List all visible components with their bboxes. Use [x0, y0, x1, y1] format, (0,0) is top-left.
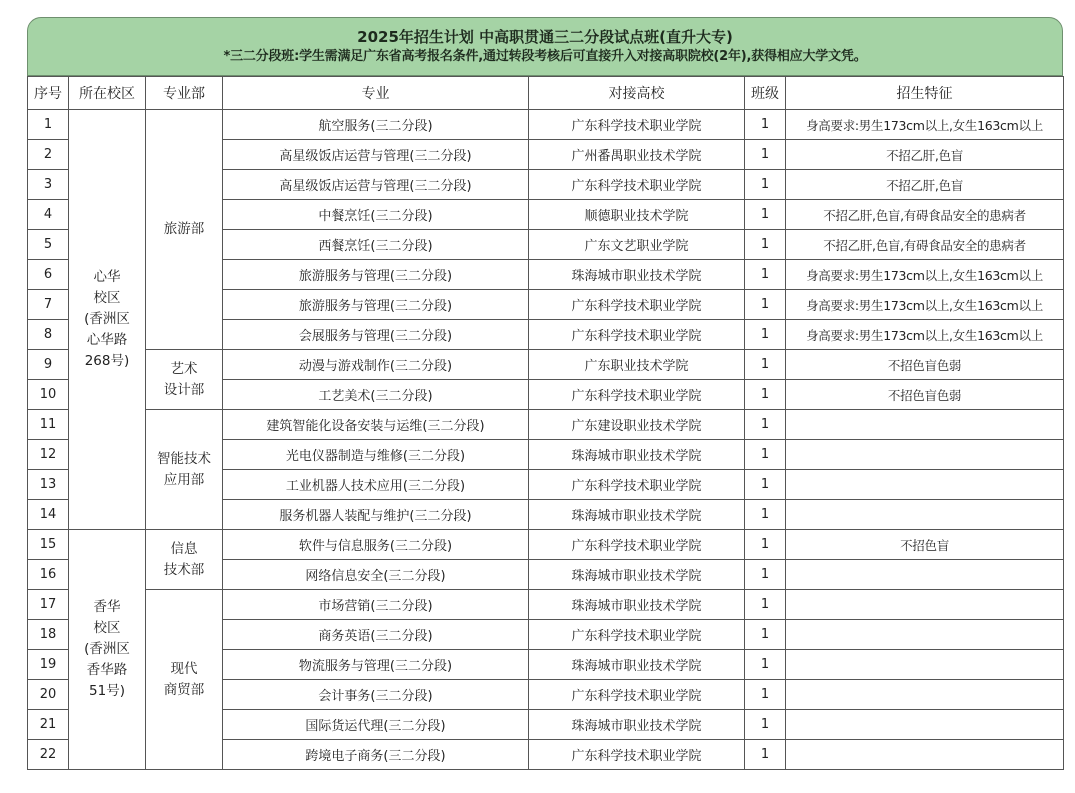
- row-number: 21: [28, 710, 69, 740]
- classes-cell: 1: [745, 740, 786, 770]
- classes-cell: 1: [745, 350, 786, 380]
- major-cell: 建筑智能化设备安装与运维(三二分段): [223, 410, 529, 440]
- department-label: 信息 技术部: [163, 540, 205, 578]
- campus-cell: [69, 530, 146, 770]
- table-row: [28, 110, 1064, 140]
- feature-cell: [786, 620, 1064, 650]
- college-cell: 珠海城市职业技术学院: [529, 590, 745, 620]
- row-number: 9: [28, 350, 69, 380]
- department-label: 智能技术 应用部: [157, 450, 211, 488]
- feature-cell: [786, 680, 1064, 710]
- header-campus: 所在校区: [69, 77, 146, 110]
- feature-cell: 身高要求:男生173cm以上,女生163cm以上: [786, 290, 1064, 320]
- major-cell: 动漫与游戏制作(三二分段): [223, 350, 529, 380]
- department-label: 现代 商贸部: [163, 660, 205, 698]
- enrollment-plan-sheet: [27, 17, 1063, 770]
- table-row: [28, 410, 1064, 440]
- major-cell: 跨境电子商务(三二分段): [223, 740, 529, 770]
- row-number: 11: [28, 410, 69, 440]
- classes-cell: 1: [745, 440, 786, 470]
- major-cell: 物流服务与管理(三二分段): [223, 650, 529, 680]
- row-number: 15: [28, 530, 69, 560]
- college-cell: 顺德职业技术学院: [529, 200, 745, 230]
- college-cell: 珠海城市职业技术学院: [529, 560, 745, 590]
- college-cell: 广东科学技术职业学院: [529, 110, 745, 140]
- feature-cell: [786, 470, 1064, 500]
- row-number: 16: [28, 560, 69, 590]
- row-number: 13: [28, 470, 69, 500]
- classes-cell: 1: [745, 650, 786, 680]
- feature-cell: [786, 500, 1064, 530]
- college-cell: 广东文艺职业学院: [529, 230, 745, 260]
- classes-cell: 1: [745, 110, 786, 140]
- feature-cell: [786, 410, 1064, 440]
- feature-cell: 不招色盲色弱: [786, 350, 1064, 380]
- table-header-row: [28, 77, 1064, 110]
- row-number: 8: [28, 320, 69, 350]
- feature-cell: [786, 740, 1064, 770]
- classes-cell: 1: [745, 200, 786, 230]
- classes-cell: 1: [745, 320, 786, 350]
- classes-cell: 1: [745, 710, 786, 740]
- header-no: 序号: [28, 77, 69, 110]
- row-number: 17: [28, 590, 69, 620]
- classes-cell: 1: [745, 140, 786, 170]
- college-cell: 广东科学技术职业学院: [529, 740, 745, 770]
- college-cell: 广东科学技术职业学院: [529, 380, 745, 410]
- table-row: [28, 590, 1064, 620]
- college-cell: 珠海城市职业技术学院: [529, 710, 745, 740]
- feature-cell: 不招色盲: [786, 530, 1064, 560]
- row-number: 3: [28, 170, 69, 200]
- row-number: 6: [28, 260, 69, 290]
- classes-cell: 1: [745, 260, 786, 290]
- classes-cell: 1: [745, 560, 786, 590]
- major-cell: 工艺美术(三二分段): [223, 380, 529, 410]
- college-cell: 珠海城市职业技术学院: [529, 260, 745, 290]
- classes-cell: 1: [745, 620, 786, 650]
- feature-cell: 不招乙肝,色盲,有碍食品安全的患病者: [786, 230, 1064, 260]
- plan-title: 2025年招生计划 中高职贯通三二分段试点班(直升大专): [357, 28, 733, 46]
- college-cell: 珠海城市职业技术学院: [529, 650, 745, 680]
- row-number: 2: [28, 140, 69, 170]
- classes-cell: 1: [745, 590, 786, 620]
- major-cell: 航空服务(三二分段): [223, 110, 529, 140]
- classes-cell: 1: [745, 680, 786, 710]
- college-cell: 广东科学技术职业学院: [529, 170, 745, 200]
- row-number: 18: [28, 620, 69, 650]
- table-row: [28, 350, 1064, 380]
- college-cell: 广东科学技术职业学院: [529, 290, 745, 320]
- department-label: 艺术 设计部: [163, 360, 205, 398]
- row-number: 1: [28, 110, 69, 140]
- major-cell: 工业机器人技术应用(三二分段): [223, 470, 529, 500]
- department-label: 旅游部: [163, 221, 205, 237]
- feature-cell: [786, 650, 1064, 680]
- major-cell: 光电仪器制造与维修(三二分段): [223, 440, 529, 470]
- college-cell: 广东建设职业技术学院: [529, 410, 745, 440]
- classes-cell: 1: [745, 230, 786, 260]
- row-number: 12: [28, 440, 69, 470]
- college-cell: 珠海城市职业技术学院: [529, 500, 745, 530]
- plan-subtitle: *三二分段班:学生需满足广东省高考报名条件,通过转段考核后可直接升入对接高职院校(2年),获得相应大学文凭。: [223, 49, 867, 64]
- enrollment-table: [27, 76, 1064, 770]
- feature-cell: [786, 710, 1064, 740]
- college-cell: 广东科学技术职业学院: [529, 470, 745, 500]
- college-cell: 广东职业技术学院: [529, 350, 745, 380]
- table-row: [28, 530, 1064, 560]
- department-cell: [146, 410, 223, 530]
- row-number: 7: [28, 290, 69, 320]
- row-number: 5: [28, 230, 69, 260]
- row-number: 10: [28, 380, 69, 410]
- major-cell: 服务机器人装配与维护(三二分段): [223, 500, 529, 530]
- major-cell: 会计事务(三二分段): [223, 680, 529, 710]
- feature-cell: 不招色盲色弱: [786, 380, 1064, 410]
- row-number: 20: [28, 680, 69, 710]
- feature-cell: 身高要求:男生173cm以上,女生163cm以上: [786, 260, 1064, 290]
- header-classes: 班级: [745, 77, 786, 110]
- major-cell: 国际货运代理(三二分段): [223, 710, 529, 740]
- department-cell: [146, 530, 223, 590]
- college-cell: 珠海城市职业技术学院: [529, 440, 745, 470]
- major-cell: 市场营销(三二分段): [223, 590, 529, 620]
- feature-cell: [786, 440, 1064, 470]
- campus-label: 香华 校区 (香洲区 香华路 51号): [84, 599, 130, 699]
- college-cell: 广东科学技术职业学院: [529, 320, 745, 350]
- major-cell: 会展服务与管理(三二分段): [223, 320, 529, 350]
- row-number: 14: [28, 500, 69, 530]
- campus-label: 心华 校区 (香洲区 心华路 268号): [84, 269, 130, 369]
- classes-cell: 1: [745, 500, 786, 530]
- classes-cell: 1: [745, 170, 786, 200]
- feature-cell: 不招乙肝,色盲: [786, 170, 1064, 200]
- header-major: 专业: [223, 77, 529, 110]
- row-number: 19: [28, 650, 69, 680]
- header-feature: 招生特征: [786, 77, 1064, 110]
- major-cell: 商务英语(三二分段): [223, 620, 529, 650]
- major-cell: 西餐烹饪(三二分段): [223, 230, 529, 260]
- major-cell: 中餐烹饪(三二分段): [223, 200, 529, 230]
- major-cell: 高星级饭店运营与管理(三二分段): [223, 170, 529, 200]
- classes-cell: 1: [745, 530, 786, 560]
- header-department: 专业部: [146, 77, 223, 110]
- feature-cell: 身高要求:男生173cm以上,女生163cm以上: [786, 110, 1064, 140]
- feature-cell: 不招乙肝,色盲,有碍食品安全的患病者: [786, 200, 1064, 230]
- college-cell: 广州番禺职业技术学院: [529, 140, 745, 170]
- title-banner: [27, 17, 1063, 76]
- classes-cell: 1: [745, 410, 786, 440]
- classes-cell: 1: [745, 380, 786, 410]
- classes-cell: 1: [745, 470, 786, 500]
- major-cell: 旅游服务与管理(三二分段): [223, 290, 529, 320]
- feature-cell: 不招乙肝,色盲: [786, 140, 1064, 170]
- department-cell: [146, 110, 223, 350]
- classes-cell: 1: [745, 290, 786, 320]
- header-college: 对接高校: [529, 77, 745, 110]
- major-cell: 软件与信息服务(三二分段): [223, 530, 529, 560]
- feature-cell: 身高要求:男生173cm以上,女生163cm以上: [786, 320, 1064, 350]
- major-cell: 高星级饭店运营与管理(三二分段): [223, 140, 529, 170]
- college-cell: 广东科学技术职业学院: [529, 680, 745, 710]
- major-cell: 网络信息安全(三二分段): [223, 560, 529, 590]
- row-number: 4: [28, 200, 69, 230]
- feature-cell: [786, 590, 1064, 620]
- department-cell: [146, 590, 223, 770]
- department-cell: [146, 350, 223, 410]
- campus-cell: [69, 110, 146, 530]
- college-cell: 广东科学技术职业学院: [529, 620, 745, 650]
- major-cell: 旅游服务与管理(三二分段): [223, 260, 529, 290]
- row-number: 22: [28, 740, 69, 770]
- college-cell: 广东科学技术职业学院: [529, 530, 745, 560]
- feature-cell: [786, 560, 1064, 590]
